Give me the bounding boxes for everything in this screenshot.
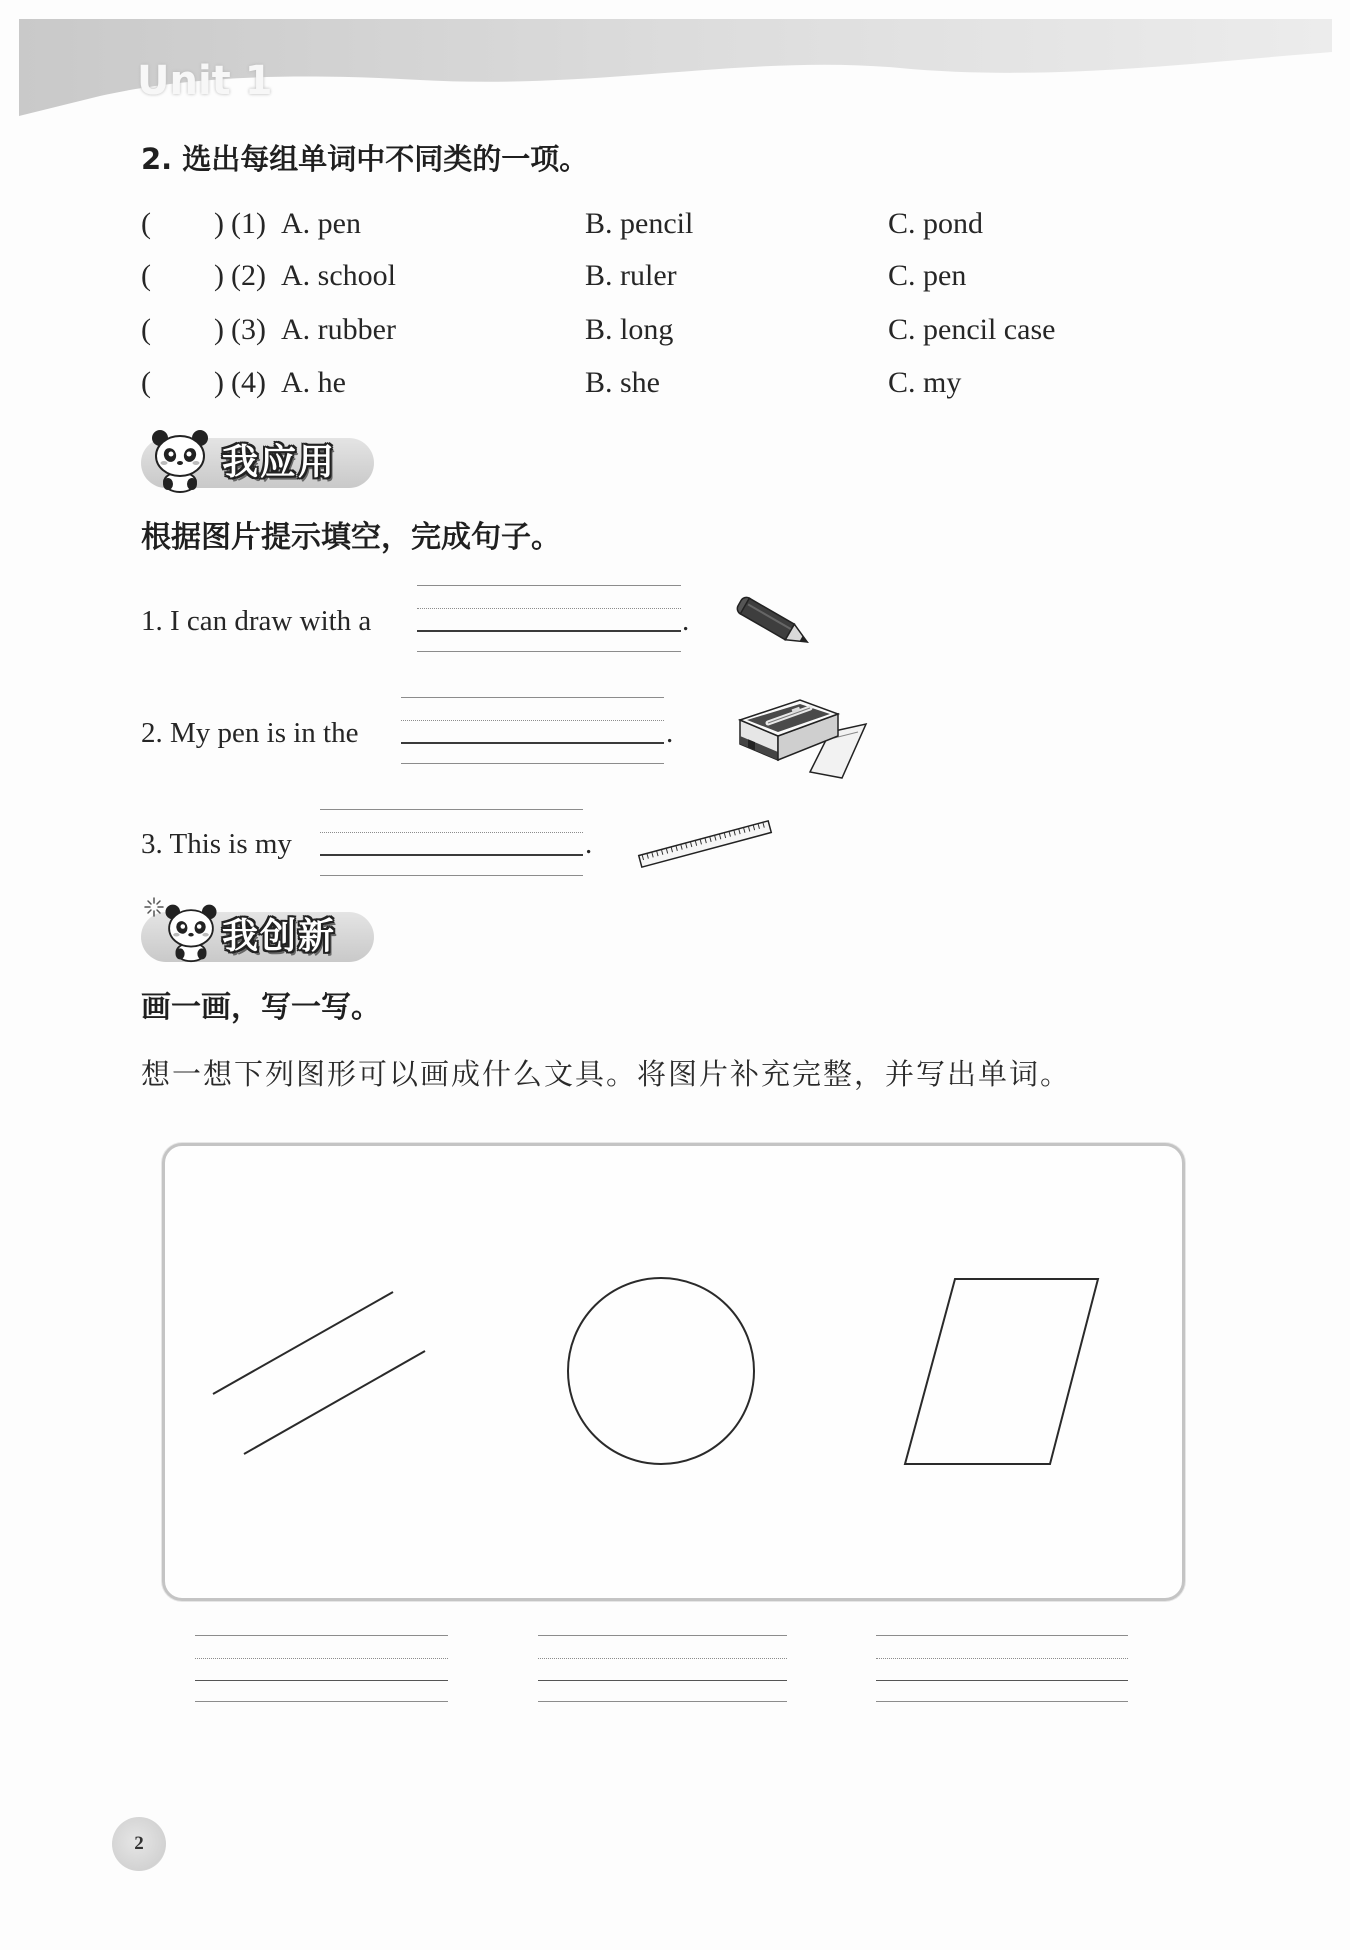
answer-bracket-close: ) (214, 313, 224, 346)
question-title: 2. 选出每组单词中不同类的一项。 (141, 142, 589, 176)
word-writing-lines (876, 1635, 1128, 1703)
option-b: B. long (585, 313, 674, 346)
word-writing-lines (538, 1635, 787, 1703)
question-row (0, 206, 1350, 242)
option-a: A. rubber (281, 313, 396, 346)
answer-bracket-close: ) (214, 207, 224, 240)
option-b: B. she (585, 366, 660, 399)
pencil-icon (730, 592, 822, 656)
create-section-title: 我创新 (222, 916, 337, 957)
drawing-area (162, 1143, 1185, 1601)
sentence-3-text: 3. This is my (141, 828, 292, 860)
item-number: (1) (231, 207, 266, 240)
option-c: C. my (888, 366, 962, 399)
sentence-1-period: . (682, 605, 690, 637)
apply-section-title: 我应用 (222, 442, 337, 483)
answer-bracket-close: ) (214, 259, 224, 292)
answer-writing-lines (417, 585, 681, 653)
option-c: C. pen (888, 259, 967, 292)
answer-writing-lines (401, 697, 664, 765)
option-b: B. ruler (585, 259, 677, 292)
parallel-lines-shape (213, 1292, 425, 1454)
item-number: (2) (231, 259, 266, 292)
answer-bracket-open: ( (141, 259, 151, 292)
word-writing-lines (195, 1635, 448, 1703)
page-number: 2 (112, 1817, 166, 1871)
apply-instruction: 根据图片提示填空，完成句子。 (141, 520, 561, 555)
panda-icon (160, 898, 222, 966)
option-a: A. he (281, 366, 346, 399)
item-number: (4) (231, 366, 266, 399)
answer-bracket-open: ( (141, 366, 151, 399)
question-row (0, 258, 1350, 294)
sentence-2-text: 2. My pen is in the (141, 717, 359, 749)
answer-bracket-open: ( (141, 313, 151, 346)
ruler-icon (632, 812, 778, 876)
option-c: C. pencil case (888, 313, 1056, 346)
create-instruction: 画一画，写一写。 (141, 990, 381, 1025)
unit-label: Unit 1 (137, 58, 273, 104)
option-a: A. pen (281, 207, 361, 240)
answer-writing-lines (320, 809, 583, 877)
option-b: B. pencil (585, 207, 694, 240)
answer-bracket-close: ) (214, 366, 224, 399)
question-row (0, 365, 1350, 401)
drawing-shapes (162, 1143, 1185, 1601)
option-c: C. pond (888, 207, 984, 240)
sentence-2-period: . (666, 717, 674, 749)
create-prompt: 想一想下列图形可以画成什么文具。将图片补充完整，并写出单词。 (141, 1057, 1072, 1091)
answer-bracket-open: ( (141, 207, 151, 240)
item-number: (3) (231, 313, 266, 346)
parallelogram-shape (905, 1279, 1098, 1464)
sentence-3-period: . (585, 828, 593, 860)
circle-shape (568, 1278, 754, 1464)
sentence-1-text: 1. I can draw with a (141, 605, 372, 637)
pencil-case-icon (730, 692, 870, 784)
option-a: A. school (281, 259, 396, 292)
question-row (0, 312, 1350, 348)
panda-icon (146, 426, 214, 494)
